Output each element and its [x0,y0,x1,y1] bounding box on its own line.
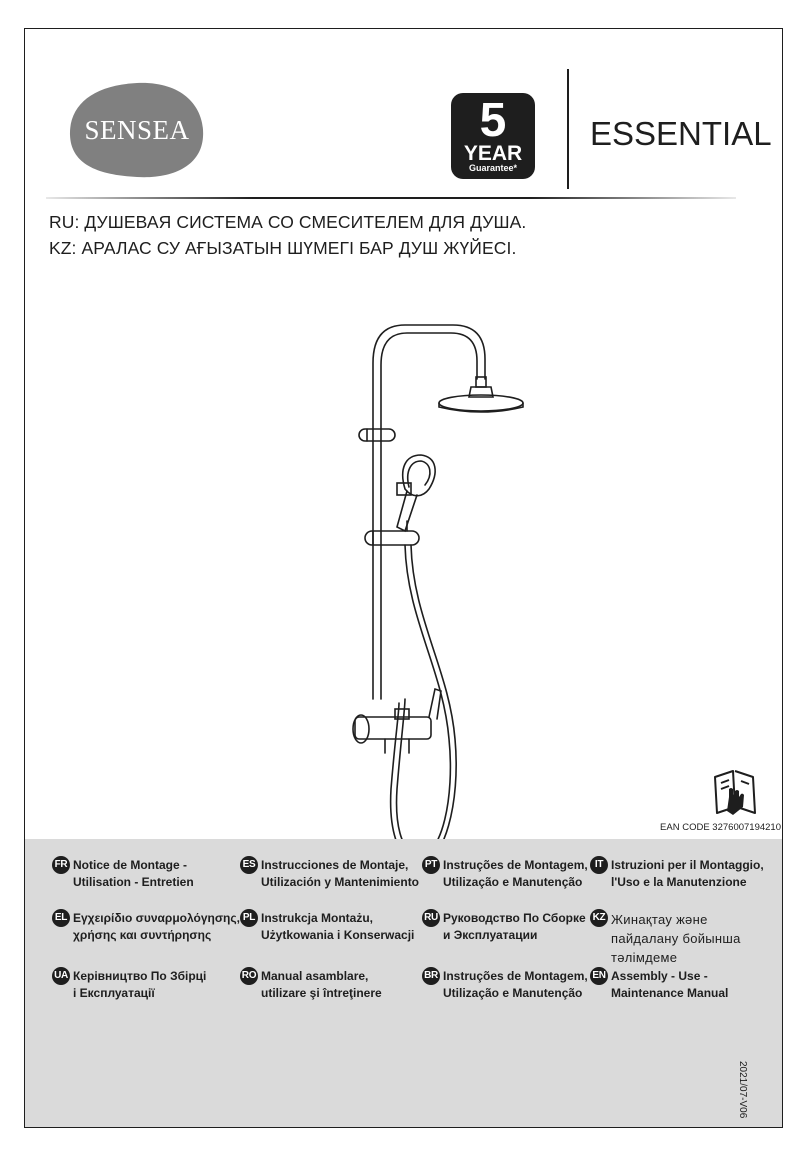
lang-text: Istruzioni per il Montaggio, l'Uso e la Manutenzione [611,858,764,889]
manual-book-icon [711,767,759,819]
lang-text: Руководство По Сборке и Эксплуатации [443,911,586,942]
guarantee-years: 5 [479,94,507,147]
lang-item-es [240,857,419,891]
lang-item-br [422,968,588,1002]
lang-item-el [52,910,240,944]
lang-code-badge: BR [422,967,440,985]
lang-item-en [590,968,728,1002]
page-frame [24,28,783,1128]
lang-text: Instruções de Montagem, Utilização e Manutenção [443,858,588,889]
lang-item-fr [52,857,194,891]
lang-item-ru [422,910,586,944]
lang-code-badge: PL [240,909,258,927]
lang-item-it [590,857,764,891]
lang-text: Instrucciones de Montaje, Utilización y Mantenimiento [261,858,420,889]
lang-text: Instrukcja Montażu, Użytkowania i Konserwacji [261,911,415,942]
language-footer [25,839,783,1128]
logo-text: SENSEA [84,114,190,145]
guarantee-label: Guarantee* [468,163,518,173]
lang-text: Manual asamblare, utilizare şi întreţinere [261,969,382,1000]
lang-code-badge: EL [52,909,70,927]
lang-code-badge: RU [422,909,440,927]
lang-text: Керівництво По Збірці і Експлуатації [73,969,207,1000]
lang-code-badge: RO [240,967,258,985]
lang-code-badge: UA [52,967,70,985]
lang-text: Instruções de Montagem, Utilização e Manutenção [443,969,588,1000]
lang-text: Notice de Montage - Utilisation - Entretien [73,858,194,889]
header-rule [46,197,736,199]
header-divider [567,69,569,189]
lang-text: Εγχειρίδιο συναρμολόγησης, χρήσης και συντήρησης [73,911,240,942]
sensea-logo [67,79,207,181]
lang-code-badge: KZ [590,909,608,927]
lang-code-badge: ES [240,856,258,874]
ean-code: EAN CODE 3276007194210 [660,822,781,833]
lang-item-kz [590,910,741,967]
lang-text: Assembly - Use - Maintenance Manual [611,969,729,1000]
version-code: 2021/07-V06 [737,1061,748,1119]
lang-text: Жинақтау және пайдалану бойынша тәлімдеме [611,912,741,965]
shower-system-illustration [325,319,535,839]
range-name: ESSENTIAL [590,115,772,152]
lang-code-badge: EN [590,967,608,985]
lang-item-ro [240,968,382,1002]
lang-code-badge: IT [590,856,608,874]
lang-code-badge: PT [422,856,440,874]
guarantee-year-label: YEAR [463,142,523,165]
lang-item-pt [422,857,588,891]
title-ru: RU: ДУШЕВАЯ СИСТЕМА СО СМЕСИТЕЛЕМ ДЛЯ ДУША. [49,212,527,232]
title-kz: KZ: АРАЛАС СУ АҒЫЗАТЫН ШҮМЕГІ БАР ДУШ ЖҮЙЕСІ. [49,238,517,258]
guarantee-badge [451,93,535,179]
lang-item-ua [52,968,206,1002]
lang-code-badge: FR [52,856,70,874]
lang-item-pl [240,910,414,944]
